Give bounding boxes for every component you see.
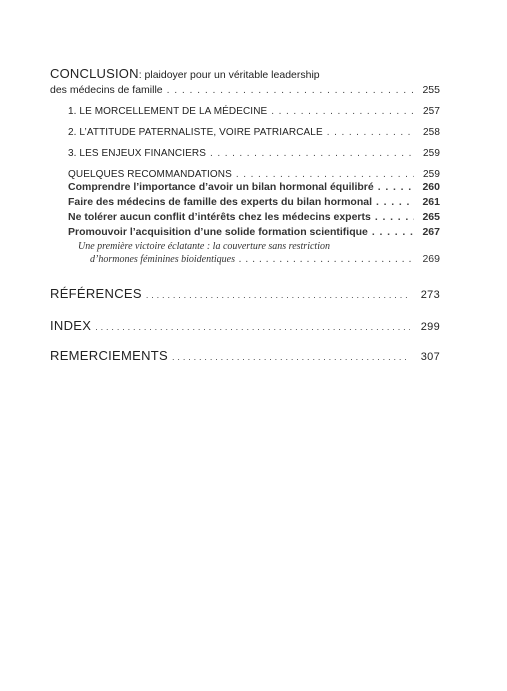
section-title: REMERCIEMENTS — [50, 348, 169, 363]
toc-entry-recommendation — [50, 180, 440, 195]
toc-entry-index — [50, 318, 440, 333]
dot-leader — [210, 148, 414, 159]
toc-entry-acknowledgements — [50, 348, 440, 363]
page-number: 260 — [422, 181, 440, 193]
page-number: 269 — [422, 253, 440, 265]
recommendation-title: Promouvoir l’acquisition d’une solide formation scientifique — [68, 226, 368, 238]
page-number: 258 — [423, 127, 440, 138]
dot-leader — [95, 322, 410, 332]
page-number: 267 — [422, 226, 440, 238]
toc-entry-section-2 — [50, 127, 440, 138]
section-title: RÉFÉRENCES — [50, 286, 142, 301]
toc-entry-recommendation — [50, 225, 440, 240]
section-title: 3. LES ENJEUX FINANCIERS — [68, 148, 206, 159]
recommendations-title: QUELQUES RECOMMANDATIONS — [68, 169, 232, 180]
page-number: 273 — [420, 289, 440, 301]
dot-leader — [239, 253, 414, 266]
section-title: 2. L’ATTITUDE PATERNALISTE, VOIRE PATRIARCALE — [68, 127, 323, 138]
conclusion-label: CONCLUSION — [50, 66, 139, 81]
page-number: 299 — [420, 321, 440, 333]
conclusion-heading — [50, 66, 440, 81]
toc-entry-recommendations — [50, 169, 440, 180]
dot-leader — [236, 169, 414, 180]
subitem-line2: d’hormones féminines bioidentiques — [90, 254, 235, 265]
dot-leader — [376, 195, 414, 210]
page-number: 257 — [423, 106, 440, 117]
conclusion-title-line1: : plaidoyer pour un véritable leadership — [138, 69, 320, 81]
recommendation-title: Faire des médecins de famille des experts du bilan hormonal — [68, 196, 373, 208]
recommendation-title: Ne tolérer aucun conflit d’intérêts chez les médecins experts — [68, 211, 371, 223]
dot-leader — [375, 210, 414, 225]
subitem-line1: Une première victoire éclatante : la couverture sans restriction — [78, 241, 330, 252]
dot-leader — [146, 290, 410, 300]
dot-leader — [271, 106, 414, 117]
page-number: 259 — [423, 169, 440, 180]
toc-entry-references — [50, 286, 440, 301]
section-title: 1. LE MORCELLEMENT DE LA MÉDECINE — [68, 106, 268, 117]
recommendation-title: Comprendre l’importance d’avoir un bilan hormonal équilibré — [68, 181, 374, 193]
page-number: 265 — [422, 211, 440, 223]
page-number: 255 — [422, 84, 440, 96]
toc-entry-recommendation — [50, 210, 440, 225]
toc-entry-subitem — [50, 253, 440, 266]
dot-leader — [172, 352, 410, 362]
conclusion-title-line2: des médecins de famille — [50, 84, 163, 96]
page-number: 307 — [420, 351, 440, 363]
toc-entry-section-1 — [50, 106, 440, 117]
table-of-contents — [50, 66, 440, 363]
section-title: INDEX — [50, 318, 92, 333]
dot-leader — [372, 225, 414, 240]
conclusion-entry — [50, 84, 440, 96]
toc-entry-recommendation — [50, 195, 440, 210]
dot-leader — [167, 84, 414, 96]
dot-leader — [378, 180, 414, 195]
toc-entry-section-3 — [50, 148, 440, 159]
dot-leader — [327, 127, 414, 138]
page-number: 261 — [422, 196, 440, 208]
page-number: 259 — [423, 148, 440, 159]
